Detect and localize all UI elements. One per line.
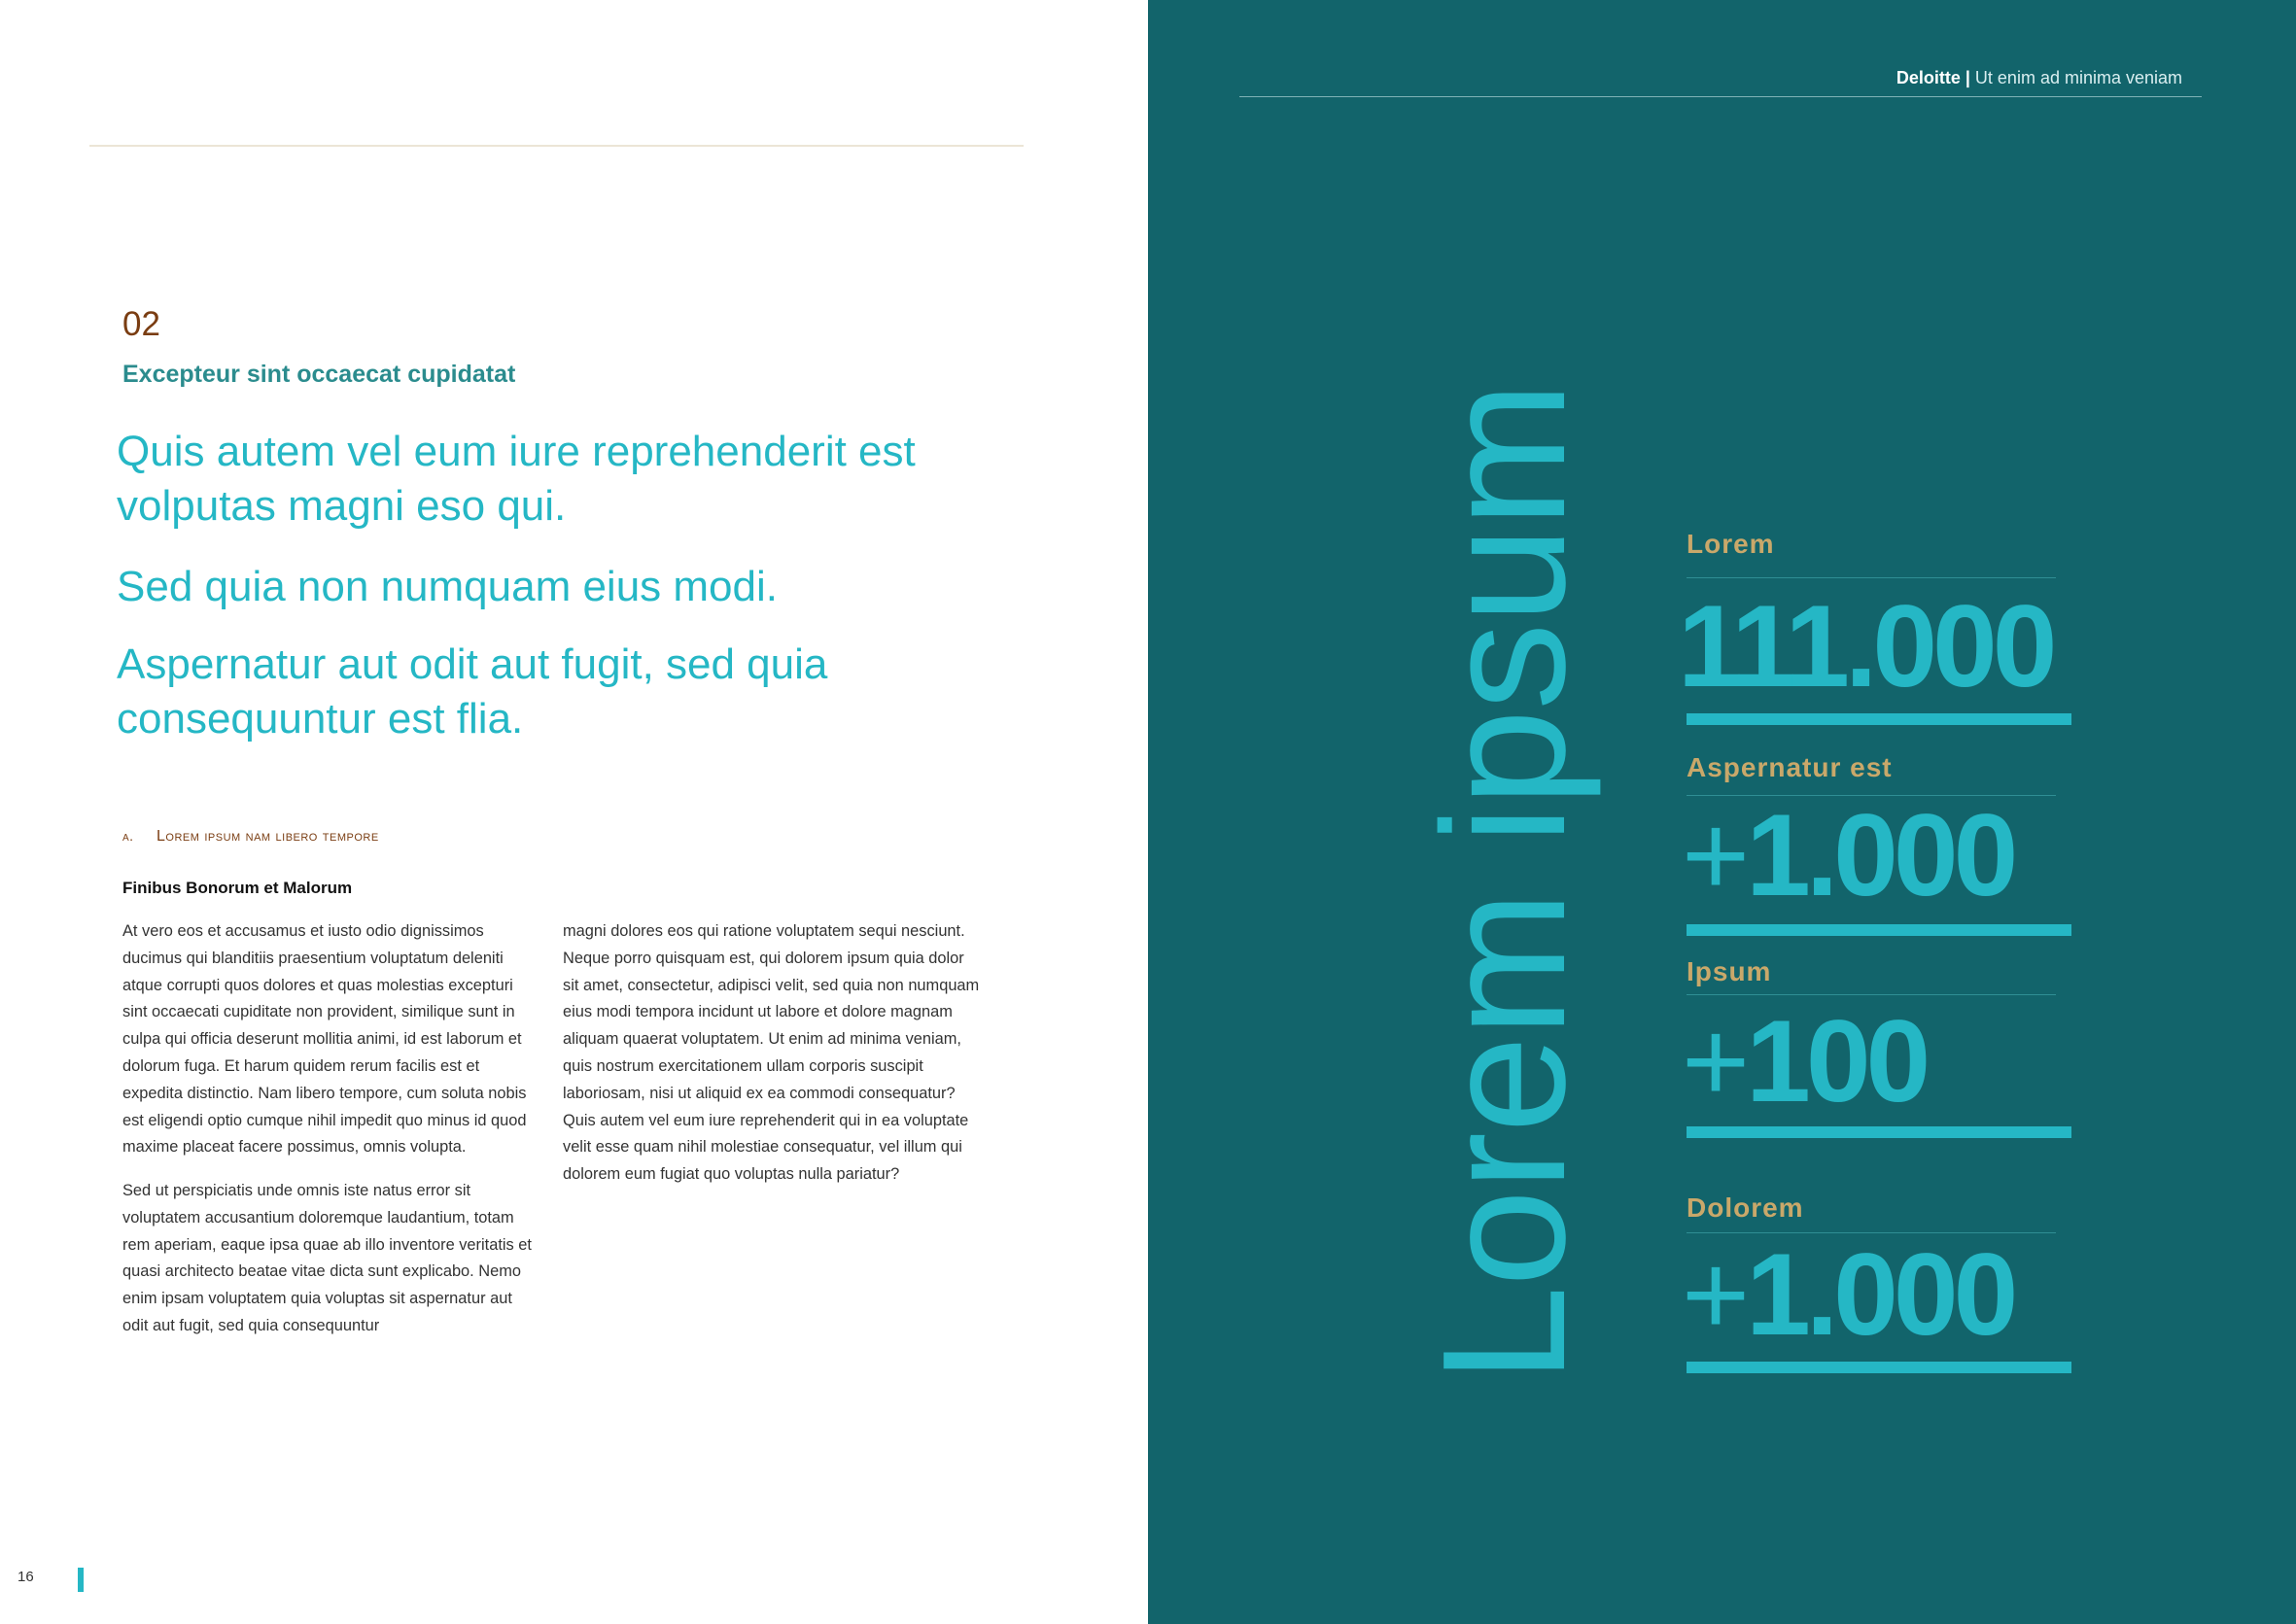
section-title: Excepteur sint occaecat cupidatat bbox=[122, 361, 516, 388]
vertical-title: Lorem ipsum bbox=[1407, 382, 1602, 1383]
section-number: 02 bbox=[122, 305, 160, 343]
body-heading: Finibus Bonorum et Malorum bbox=[122, 879, 353, 897]
header-brand: Deloitte bbox=[1896, 68, 1961, 87]
stat-value bbox=[1682, 1229, 2014, 1360]
stat-value bbox=[1682, 790, 2014, 920]
stat-prefix: + bbox=[1682, 996, 1751, 1126]
stat-label: Aspernatur est bbox=[1687, 752, 1893, 782]
lead-paragraph-1: Quis autem vel eum iure reprehenderit est volputas magni eso qui. bbox=[117, 428, 916, 530]
page-number-bar bbox=[78, 1568, 84, 1592]
stat-number: 1.000 bbox=[1746, 1229, 2014, 1360]
body-paragraph: Sed ut perspiciatis unde omnis iste natus error sit voluptatem accusantium doloremque laudantium, totam rem aperiam, eaque ipsa quae ab illo inventore veritatis et quasi architecto beatae vitae dicta sunt explicabo. Nemo enim ipsam voluptatem quia voluptas sit aspernatur aut odit aut fugit, sed quia consequuntur bbox=[122, 1182, 532, 1334]
page-number: 16 bbox=[17, 1569, 34, 1585]
stat-value bbox=[1682, 996, 1927, 1126]
stat-label: Ipsum bbox=[1687, 956, 1772, 986]
header-text: Ut enim ad minima veniam bbox=[1974, 68, 2182, 87]
body-paragraph: At vero eos et accusamus et iusto odio dignissimos ducimus qui blanditiis praesentium voluptatum deleniti atque corrupti quos dolores et quas molestias excepturi sint occaecati cupiditate non provident, similique sunt in culpa qui officia deserunt mollitia animi, id est laborum et dolorum fuga. Et harum quidem rerum facilis est et expedita distinctio. Nam libero tempore, cum soluta nobis est eligendi optio cumque nihil impedit quo minus id quod maxime placeat facere possimus, omnis volupta. bbox=[122, 922, 527, 1157]
stat-divider bbox=[1687, 577, 2056, 578]
stat-bar bbox=[1687, 713, 2071, 725]
body-paragraph: magni dolores eos qui ratione voluptatem sequi nesciunt. Neque porro quisquam est, qui dolorem ipsum quia dolor sit amet, consectetur, adipisci velit, sed quia non numquam eius modi tempora incidunt ut labore et dolore magnam aliquam quaerat voluptatem. Ut enim ad minima veniam, quis nostrum exercitationem ullam corporis suscipit laboriosam, nisi ut aliquid ex ea commodi consequatur? Quis autem vel eum iure reprehenderit qui in ea voluptate velit esse quam nihil molestiae consequatur, vel illum qui dolorem eum fugiat quo voluptas nulla pariatur? bbox=[563, 922, 980, 1184]
stat-bar bbox=[1687, 1362, 2071, 1373]
stat-prefix: + bbox=[1682, 1229, 1751, 1360]
stat-number: 100 bbox=[1746, 996, 1927, 1126]
header-divider bbox=[1239, 96, 2202, 97]
stat-label: Lorem bbox=[1687, 529, 1775, 559]
stat-label: Dolorem bbox=[1687, 1192, 1804, 1223]
right-page bbox=[1148, 0, 2296, 1624]
stat-value bbox=[1678, 581, 2053, 711]
stat-divider bbox=[1687, 994, 2056, 995]
lead-paragraph-3: Aspernatur aut odit aut fugit, sed quia consequuntur est flia. bbox=[117, 640, 828, 743]
subhead-marker: a. bbox=[122, 828, 134, 844]
stat-number: 1.000 bbox=[1746, 790, 2014, 920]
stat-prefix: + bbox=[1682, 790, 1751, 920]
stat-bar bbox=[1687, 924, 2071, 936]
subhead bbox=[122, 826, 379, 847]
subhead-text: Lorem ipsum nam libero tempore bbox=[157, 828, 379, 845]
lead-paragraph-2: Sed quia non numquam eius modi. bbox=[117, 563, 778, 610]
running-header bbox=[1896, 66, 2182, 89]
top-divider bbox=[89, 145, 1024, 147]
stat-bar bbox=[1687, 1126, 2071, 1138]
stat-number: 111.000 bbox=[1678, 581, 2053, 711]
header-separator: | bbox=[1965, 68, 1970, 87]
